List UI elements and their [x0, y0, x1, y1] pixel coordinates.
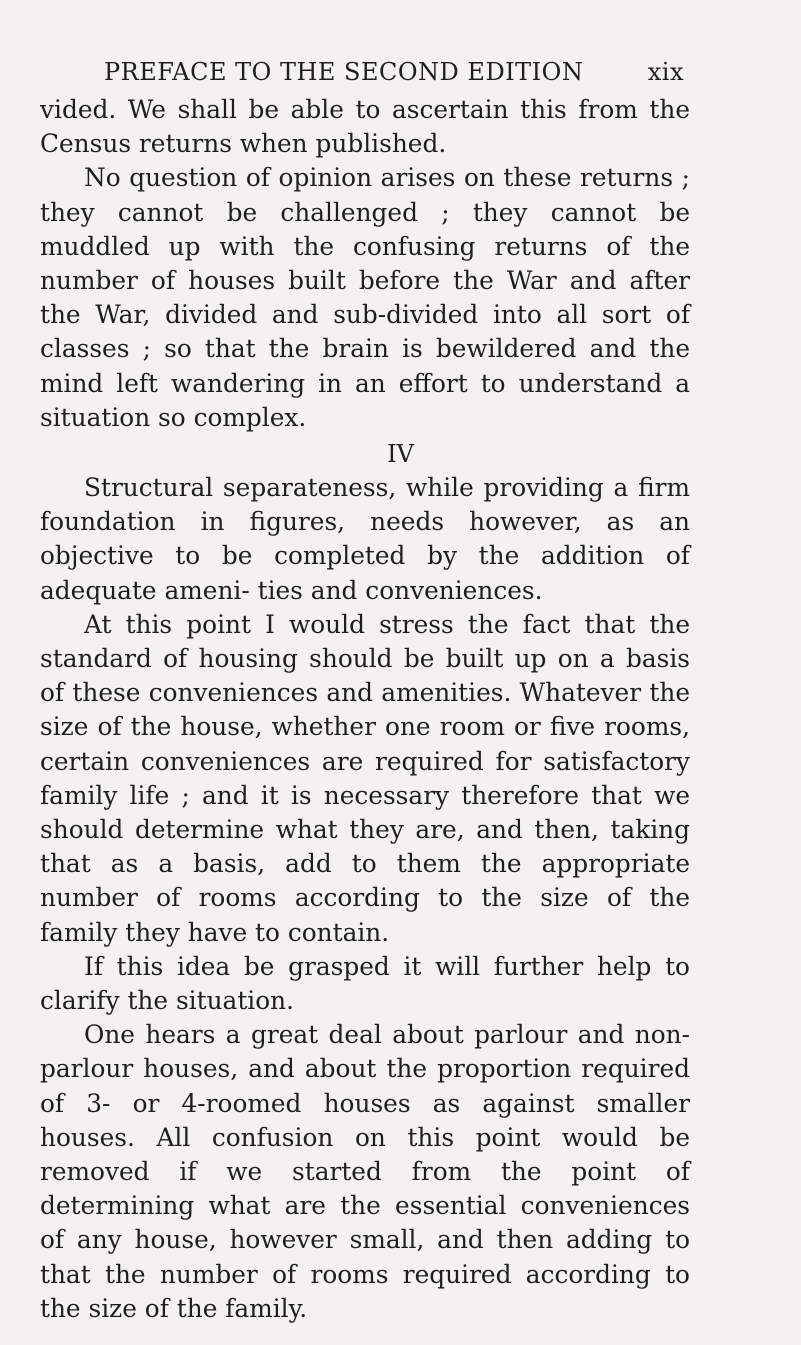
text-block-continuation — [40, 93, 690, 435]
running-title: PREFACE TO THE SECOND EDITION — [104, 58, 584, 86]
page-number: xix — [647, 58, 684, 86]
running-head — [104, 58, 684, 88]
paragraph: Structural separateness, while providing a firm foundation in figures, needs however, as an objective to be completed by the addition of adequate ameni- ties and conveniences. — [40, 473, 690, 605]
paragraph: If this idea be grasped it will further help to clarify the situation. — [40, 951, 690, 1016]
paragraph-continued: vided. We shall be able to ascertain this from the Census returns when published. — [40, 95, 690, 159]
paragraph: No question of opinion arises on these returns ; they cannot be challenged ; they cannot be muddled up with the confusing returns of the number of houses built before the War and after the War, divided and sub-divided into all sort of classes ; so that the brain is bewildered and the mind left wandering in an effort to understand a situation so complex. — [40, 163, 690, 432]
section-heading-iv: IV — [387, 440, 414, 468]
paragraph: One hears a great deal about parlour and non- parlour houses, and about the proportion required of 3- or 4-roomed houses as against smaller houses. All confusion on this point would be removed if we started from the point of determining what are the essential conveniences of any house, however small, and then adding to that the number of rooms required according to the size of the family. — [40, 1020, 690, 1323]
paragraph: At this point I would stress the fact that the standard of housing should be built up on a basis of these conveniences and amenities. Whatever the size of the house, whether one room or five rooms, certain conveniences are required for satisfactory family life ; and it is necessary therefore that we should determine what they are, and then, taking that as a basis, add to them the appropriate number of rooms according to the size of the family they have to contain. — [40, 609, 690, 947]
text-block-section-iv — [40, 471, 690, 1326]
